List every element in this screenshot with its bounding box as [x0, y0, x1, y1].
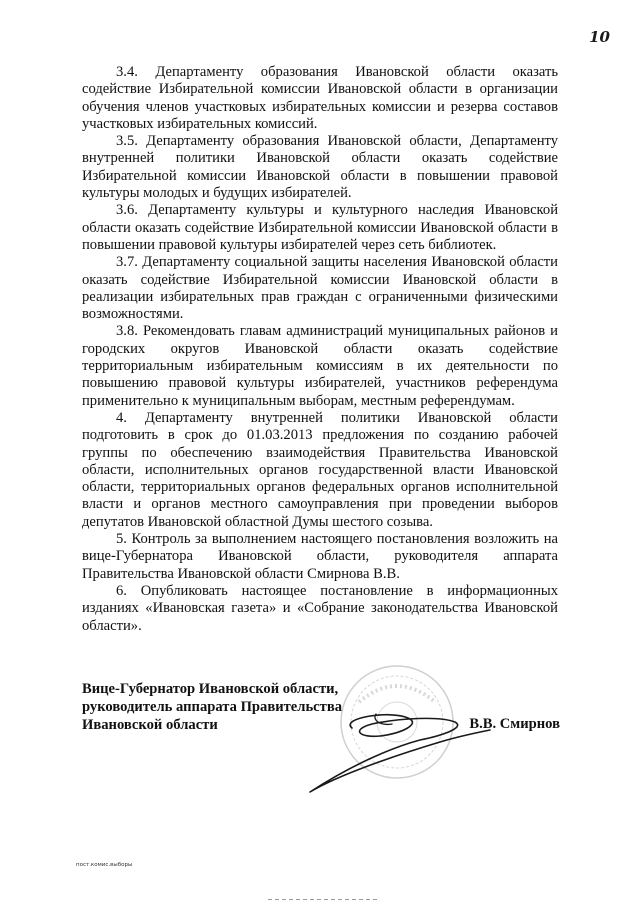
paragraph-5: 5. Контроль за выполнением настоящего постановления возложить на вице-Губернатора Ивановской области, руководителя аппарата Правительства Ивановской области Смирнова В.В. — [82, 531, 558, 582]
page-number: 10 — [589, 28, 610, 46]
signature-block — [82, 680, 562, 800]
paragraph-6: 6. Опубликовать настоящее постановление в информационных изданиях «Ивановская газета» и «Собрание законодательства Ивановской области». — [82, 582, 558, 634]
paragraph-3-4: 3.4. Департаменту образования Ивановской области оказать содействие Избирательной комиссии Ивановской области в организации обучения членов участковых избирательных комиссии и резерва составов участковых избирательных комиссий. — [82, 64, 558, 132]
paragraph-3-7: 3.7. Департаменту социальной защиты населения Ивановской области оказать содействие Избирательной комиссии Ивановской области в реализации избирательных прав граждан с ограниченными физическими возможностями. — [82, 254, 558, 323]
paragraph-3-6: 3.6. Департаменту культуры и культурного наследия Ивановской области оказать содействие Избирательной комиссии Ивановской области в повышении правовой культуры избирателей через сеть библиотек. — [82, 202, 558, 253]
paragraph-3-5: 3.5. Департаменту образования Ивановской области, Департаменту внутренней политики Ивановской области оказать содействие Избирательной комиссии Ивановской области в повышении правовой культуры молодых и будущих избирателей. — [82, 133, 558, 202]
paragraph-4: 4. Департаменту внутренней политики Ивановской области подготовить в срок до 01.03.2013 предложения по созданию рабочей группы по обеспечению взаимодействия Правительства Ивановской области, исполнительных органов государственной власти Ивановской области, территориальных органов федеральных органов исполнительной власти и органов местного самоуправления при проведении выборов депутатов Ивановской областной Думы шестого созыва. — [82, 409, 558, 530]
signer-title-line: Ивановской области — [82, 717, 218, 733]
paragraph-3-8: 3.8. Рекомендовать главам администраций муниципальных районов и городских округов Ивановской области оказать содействие территориальным избирательным комиссиям в их деятельности по повышению правовой культуры избирателей, участников референдума применительно к муниципальным выборам, местным референдумам. — [82, 323, 558, 409]
signer-title-line: руководитель аппарата Правительства — [82, 699, 342, 715]
decree-body — [82, 64, 558, 635]
handwritten-signature — [280, 688, 510, 798]
signer-title-line: Вице-Губернатор Ивановской области, — [82, 681, 339, 697]
bottom-edge-mark — [268, 898, 378, 901]
signer-name: В.В. Смирнов — [469, 716, 560, 732]
footer-file-note: пост.комис.выборы — [76, 862, 133, 868]
